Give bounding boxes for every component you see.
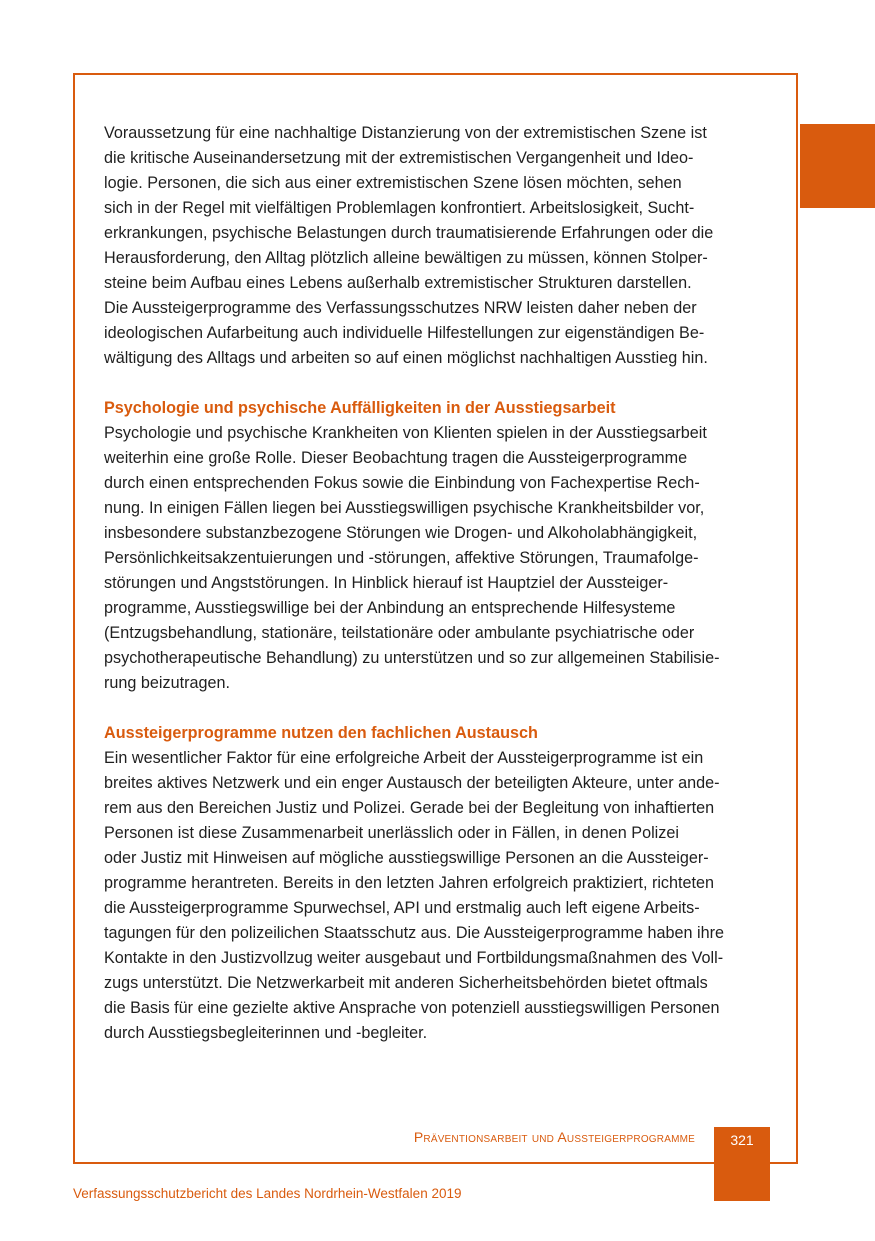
text-line: durch einen entsprechenden Fokus sowie die Einbindung von Fachexpertise Rech- [104,474,700,492]
text-line: steine beim Aufbau eines Lebens außerhalb extremistischer Strukturen darstellen. [104,274,692,292]
austausch-paragraph [104,746,774,1046]
text-line: durch Ausstiegsbegleiterinnen und -begleiter. [104,1024,428,1042]
text-line: ideologischen Aufarbeitung auch individuelle Hilfestellungen zur eigenständigen Be- [104,324,705,342]
text-line: Ein wesentlicher Faktor für eine erfolgreiche Arbeit der Aussteigerprogramme ist ein [104,749,704,767]
text-line: Die Aussteigerprogramme des Verfassungsschutzes NRW leisten daher neben der [104,299,697,317]
text-line: Psychologie und psychische Krankheiten von Klienten spielen in der Ausstiegsarbeit [104,424,707,442]
text-line: logie. Personen, die sich aus einer extremistischen Szene lösen möchten, sehen [104,174,682,192]
intro-paragraph [104,121,774,371]
main-content [104,121,774,1046]
text-line: breites aktives Netzwerk und ein enger Austausch der beteiligten Akteure, unter ande- [104,774,720,792]
page-number: 321 [730,1132,754,1148]
text-line: Personen ist diese Zusammenarbeit unerlässlich oder in Fällen, in denen Polizei [104,824,679,842]
text-line: tagungen für den polizeilichen Staatsschutz aus. Die Aussteigerprogramme haben ihre [104,924,724,942]
text-line: programme herantreten. Bereits in den letzten Jahren erfolgreich praktiziert, richteten [104,874,715,892]
text-line: insbesondere substanzbezogene Störungen wie Drogen- und Alkoholabhängigkeit, [104,524,698,542]
text-line: psychotherapeutische Behandlung) zu unterstützen und so zur allgemeinen Stabilisie- [104,649,720,667]
text-line: Voraussetzung für eine nachhaltige Distanzierung von der extremistischen Szene ist [104,124,707,142]
report-title-footer: Verfassungsschutzbericht des Landes Nordrhein-Westfalen 2019 [73,1186,462,1201]
text-line: sich in der Regel mit vielfältigen Problemlagen konfrontiert. Arbeitslosigkeit, Sucht- [104,199,695,217]
text-line: rung beizutragen. [104,674,230,692]
text-line: die Aussteigerprogramme Spurwechsel, API und erstmalig auch left eigene Arbeits- [104,899,700,917]
text-line: zugs unterstützt. Die Netzwerkarbeit mit anderen Sicherheitsbehörden bietet oftmals [104,974,708,992]
text-line: weiterhin eine große Rolle. Dieser Beobachtung tragen die Aussteigerprogramme [104,449,688,467]
paragraph-gap [104,696,774,721]
text-line: programme, Ausstiegswillige bei der Anbindung an entsprechende Hilfesysteme [104,599,676,617]
text-line: oder Justiz mit Hinweisen auf mögliche ausstiegswillige Personen an die Aussteiger- [104,849,709,867]
text-line: Persönlichkeitsakzentuierungen und -störungen, affektive Störungen, Traumafolge- [104,549,699,567]
section-heading-psychologie: Psychologie und psychische Auffälligkeiten in der Ausstiegsarbeit [104,399,616,417]
text-line: rem aus den Bereichen Justiz und Polizei. Gerade bei der Begleitung von inhaftierten [104,799,715,817]
paragraph-gap [104,371,774,396]
running-footer-section-title: Präventionsarbeit und Aussteigerprogramme [413,1129,695,1145]
text-line: (Entzugsbehandlung, stationäre, teilstationäre oder ambulante psychiatrische oder [104,624,695,642]
page-number-box [714,1127,770,1201]
text-line: wältigung des Alltags und arbeiten so auf einen möglichst nachhaltigen Ausstieg hin. [104,349,708,367]
text-line: erkrankungen, psychische Belastungen durch traumatisierende Erfahrungen oder die [104,224,714,242]
text-line: die Basis für eine gezielte aktive Ansprache von potenziell ausstiegswilligen Personen [104,999,720,1017]
chapter-side-tab [800,124,875,208]
text-line: Herausforderung, den Alltag plötzlich alleine bewältigen zu müssen, können Stolper- [104,249,708,267]
text-line: die kritische Auseinandersetzung mit der extremistischen Vergangenheit und Ideo- [104,149,694,167]
psychologie-paragraph [104,421,774,696]
section-heading-austausch: Aussteigerprogramme nutzen den fachlichen Austausch [104,724,538,742]
text-line: nung. In einigen Fällen liegen bei Ausstiegswilligen psychische Krankheitsbilder vor, [104,499,705,517]
text-line: störungen und Angststörungen. In Hinblick hierauf ist Hauptziel der Aussteiger- [104,574,669,592]
text-line: Kontakte in den Justizvollzug weiter ausgebaut und Fortbildungsmaßnahmen des Voll- [104,949,724,967]
